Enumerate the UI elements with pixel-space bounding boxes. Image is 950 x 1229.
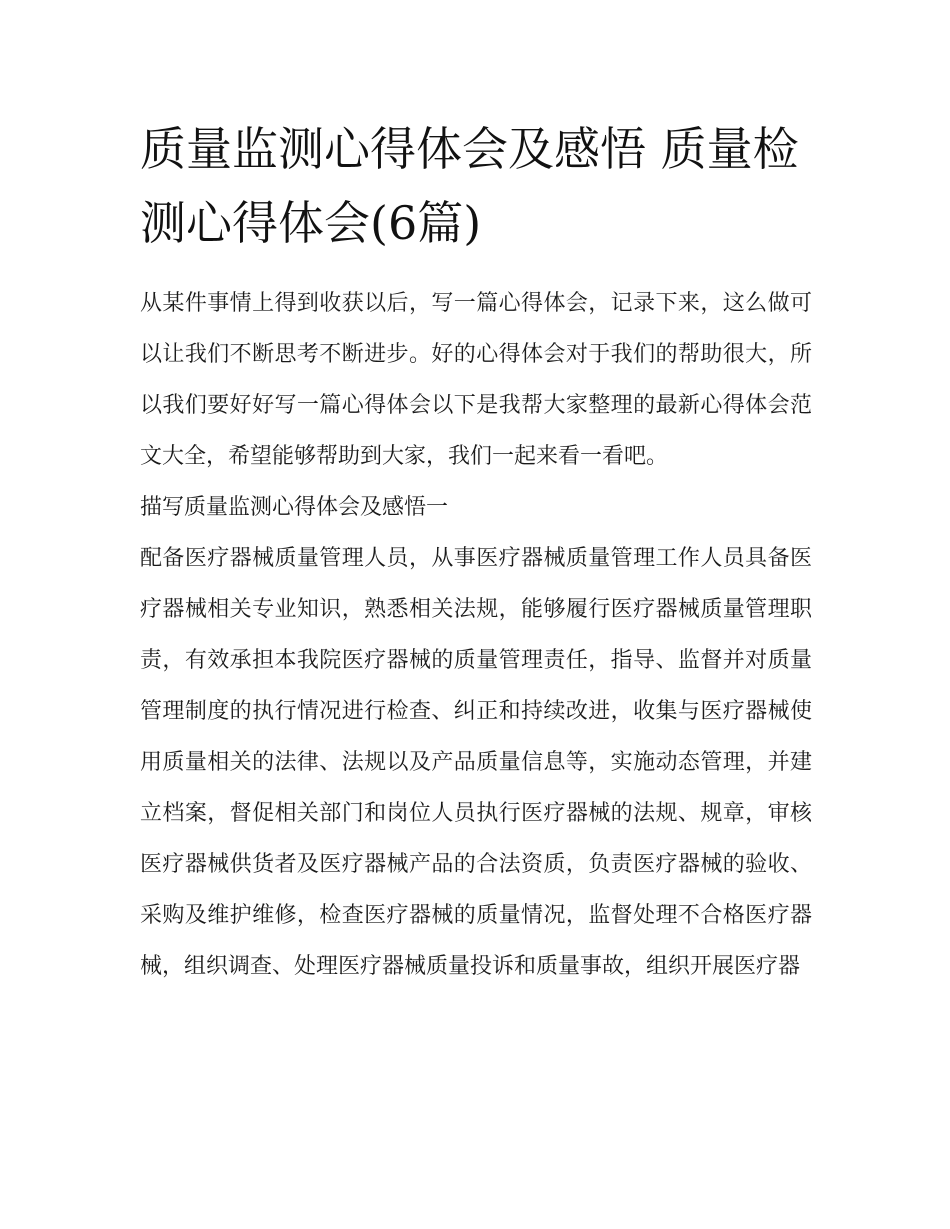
document-body — [140, 278, 812, 992]
document-title: 质量监测心得体会及感悟 质量检测心得体会(6篇) — [140, 122, 799, 250]
intro-paragraph: 从某件事情上得到收获以后，写一篇心得体会，记录下来，这么做可以让我们不断思考不断进步。好的心得体会对于我们的帮助很大，所以我们要好好写一篇心得体会以下是我帮大家整理的最新心得体会范文大全，希望能够帮助到大家，我们一起来看一看吧。 — [140, 291, 812, 469]
section-heading: 描写质量监测心得体会及感悟一 — [140, 495, 449, 520]
section-paragraph: 配备医疗器械质量管理人员，从事医疗器械质量管理工作人员具备医疗器械相关专业知识，熟悉相关法规，能够履行医疗器械质量管理职责，有效承担本我院医疗器械的质量管理责任，指导、监督并对质量管理制度的执行情况进行检查、纠正和持续改进，收集与医疗器械使用质量相关的法律、法规以及产品质量信息等，实施动态管理，并建立档案，督促相关部门和岗位人员执行医疗器械的法规、规章，审核医疗器械供货者及医疗器械产品的合法资质，负责医疗器械的验收、采购及维护维修，检查医疗器械的质量情况，监督处理不合格医疗器械，组织调查、处理医疗器械质量投诉和质量事故，组织开展医疗器 — [140, 546, 812, 979]
